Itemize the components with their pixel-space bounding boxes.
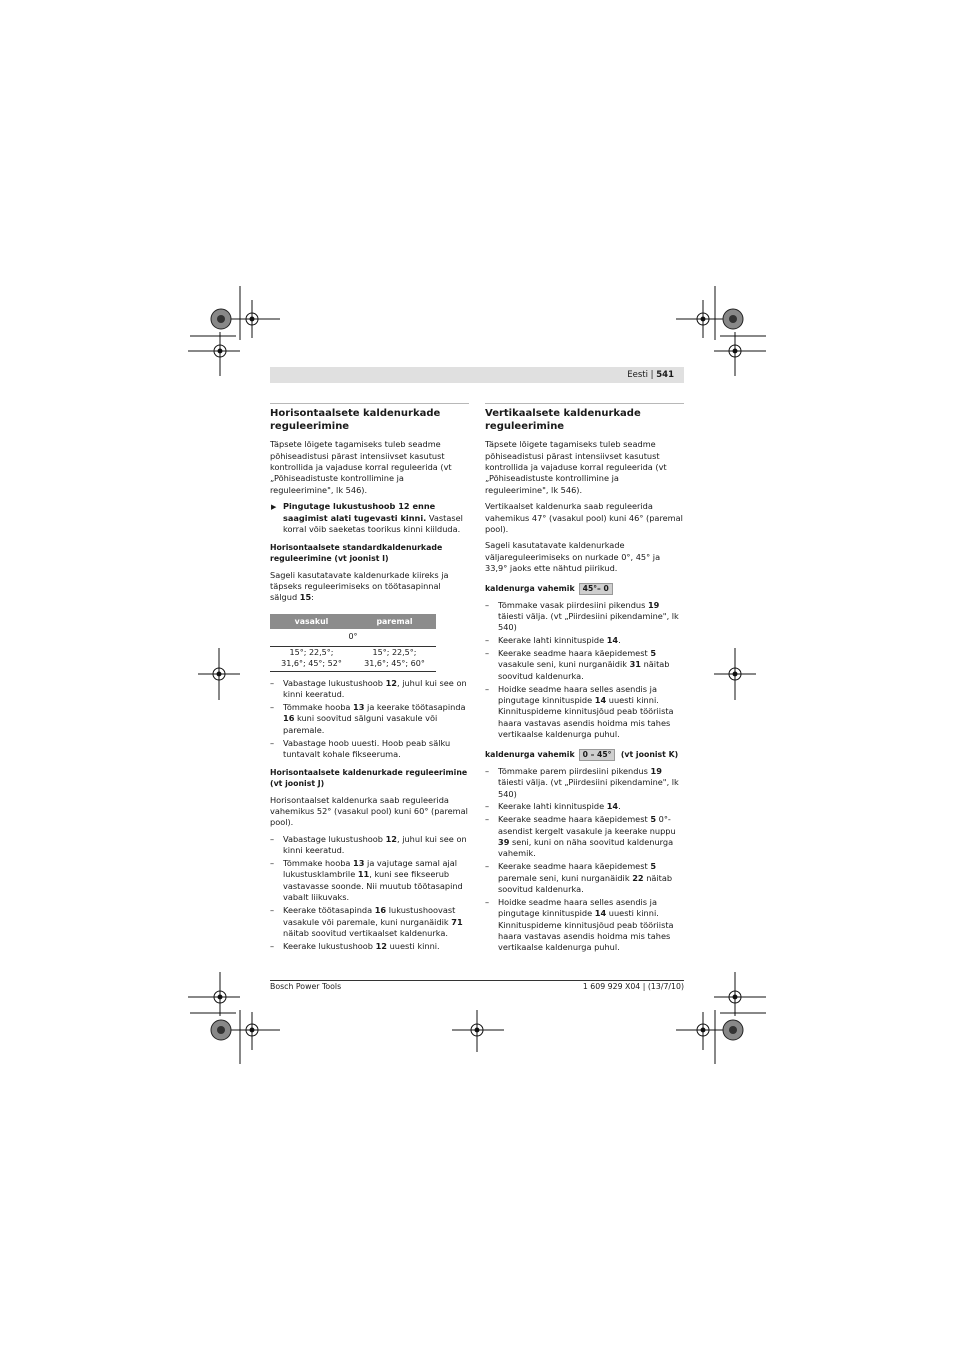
subsection-title-horizontal-adjust: Horisontaalsete kaldenurkade reguleerimine (vt joonist J) <box>270 768 468 789</box>
range-paragraph: Horisontaalset kaldenurka saab reguleerida vahemikus 52° (vasakul pool) kuni 60° (paremal pool). <box>270 794 468 828</box>
table-header-right: paremal <box>353 614 436 629</box>
list-item: – Keerake töötasapinda 16 lukustushoovast vasakule või paremale, kuni nurganäidik 71 näitab soovitud vertikaalset kaldenurka. <box>270 905 469 939</box>
horizontal-steps-list <box>270 834 469 952</box>
section-title-vertical: Vertikaalsete kaldenurkade reguleerimine <box>485 408 641 432</box>
list-item: – Hoidke seadme haara selles asendis ja pingutage kinnituspide 14 uuesti kinni. Kinnituspideme kinnitusjõud peab tööriista haara vastavas asendis hoidma mis tahes vertikaalse kaldenurga puhul. <box>485 684 684 741</box>
page-number: 541 <box>656 370 674 380</box>
list-item: – Keerake seadme haara käepidemest 5 vasakule seni, kuni nurganäidik 31 näitab soovitud kaldenurka. <box>485 648 684 682</box>
list-item: – Hoidke seadme haara selles asendis ja pingutage kinnituspide 14 uuesti kinni. Kinnituspideme kinnitusjõud peab tööriista haara vastavas asendis hoidma mis tahes vertikaalse kaldenurga puhul. <box>485 897 684 954</box>
list-item: – Keerake lahti kinnituspide 14. <box>485 635 684 646</box>
header-language: Eesti <box>627 370 648 380</box>
table-cell-right: 15°; 22,5°; 31,6°; 45°; 60° <box>353 646 436 671</box>
range-badge: 0 – 45° <box>579 749 616 761</box>
footer-brand: Bosch Power Tools <box>270 982 342 991</box>
notches-paragraph: Sageli kasutatavate kaldenurkade kiireks ja täpseks reguleerimiseks on töötasapinnal sälgud 15: <box>270 569 449 603</box>
subsection-title-standard: Horisontaalsete standardkaldenurkade reguleerimine (vt joonist I) <box>270 543 443 564</box>
standard-steps-list <box>270 678 469 761</box>
section-rule <box>485 403 684 404</box>
footer-doc-number: 1 609 929 X04 | (13/7/10) <box>582 982 684 991</box>
angle-table <box>270 614 436 672</box>
section-title-horizontal: Horisontaalsete kaldenurkade reguleerimine <box>270 408 441 432</box>
list-item: – Tõmmake hooba 13 ja keerake töötasapinda 16 kuni soovitud sälguni vasakule või paremale. <box>270 702 469 736</box>
list-item: – Keerake seadme haara käepidemest 5 paremale seni, kuni nurganäidik 22 näitab soovitud kaldenurka. <box>485 861 684 895</box>
triangle-bullet-icon: ▶ <box>271 503 277 512</box>
range-badge: 45°– 0 <box>579 583 613 595</box>
left-column <box>270 403 469 956</box>
list-item: – Vabastage hoob uuesti. Hoob peab sälku tuntavalt kohale fikseeruma. <box>270 738 469 761</box>
warning-bullet: ▶ Pingutage lukustushoob 12 enne saagimist alati tugevasti kinni. Vastasel korral võib saeketas toorikus kinni kiilduda. <box>271 501 463 535</box>
list-item: – Tõmmake parem piirdesiini pikendus 19 täiesti välja. (vt „Piirdesiini pikendamine", lk 540) <box>485 766 684 800</box>
section-rule <box>270 403 469 404</box>
right-range-steps-list <box>485 766 684 954</box>
intro-paragraph: Täpsete lõigete tagamiseks tuleb seadme põhiseadistusi pärast intensiivset kasutust kontrollida ja vajaduse korral reguleerida (vt „Põhiseadistuste kontrollimine ja reguleerimine", lk 546). <box>485 439 667 495</box>
list-item: – Keerake lahti kinnituspide 14. <box>485 801 684 812</box>
list-item: – Vabastage lukustushoob 12, juhul kui see on kinni keeratud. <box>270 678 469 701</box>
vertical-range-paragraph: Vertikaalset kaldenurka saab reguleerida vahemikus 47° (vasakul pool) kuni 46° (paremal pool). <box>485 501 683 535</box>
header-text <box>627 369 674 381</box>
subsection-title-range-right: kaldenurga vahemik 0 – 45° (vt joonist K) <box>485 749 679 759</box>
table-cell-left: 15°; 22,5°; 31,6°; 45°; 52° <box>270 646 353 671</box>
list-item: – Keerake lukustushoob 12 uuesti kinni. <box>270 941 469 952</box>
list-item: – Tõmmake hooba 13 ja vajutage samal ajal lukustusklambrile 11, kuni see fikseerub vastavasse soonde. Nii muutub töötasapind vabalt liikuvaks. <box>270 858 469 904</box>
table-header-left: vasakul <box>270 614 353 629</box>
table-cell-zero: 0° <box>270 629 436 647</box>
intro-paragraph: Täpsete lõigete tagamiseks tuleb seadme põhiseadistusi pärast intensiivset kasutust kontrollida ja vajaduse korral reguleerida (vt „Põhiseadistuste kontrollimine ja reguleerimine", lk 546). <box>270 439 452 495</box>
list-item: – Tõmmake vasak piirdesiini pikendus 19 täiesti välja. (vt „Piirdesiini pikendamine", lk 540) <box>485 600 684 634</box>
list-item: – Vabastage lukustushoob 12, juhul kui see on kinni keeratud. <box>270 834 469 857</box>
header-separator: | <box>650 370 654 380</box>
left-range-steps-list <box>485 600 684 741</box>
subsection-title-range-left: kaldenurga vahemik 45°– 0 <box>485 583 684 595</box>
page-header <box>270 367 684 383</box>
stops-paragraph: Sageli kasutatavate kaldenurkade väljareguleerimiseks on nurkade 0°, 45° ja 33,9° jaoks ette nähtud piirikud. <box>485 540 661 574</box>
right-column <box>485 403 684 958</box>
list-item: – Keerake seadme haara käepidemest 5 0°-asendist kergelt vasakule ja keerake nuppu 39 seni, kuni on näha soovitud kaldenurga vahemik. <box>485 814 684 860</box>
footer-rule <box>270 980 684 981</box>
